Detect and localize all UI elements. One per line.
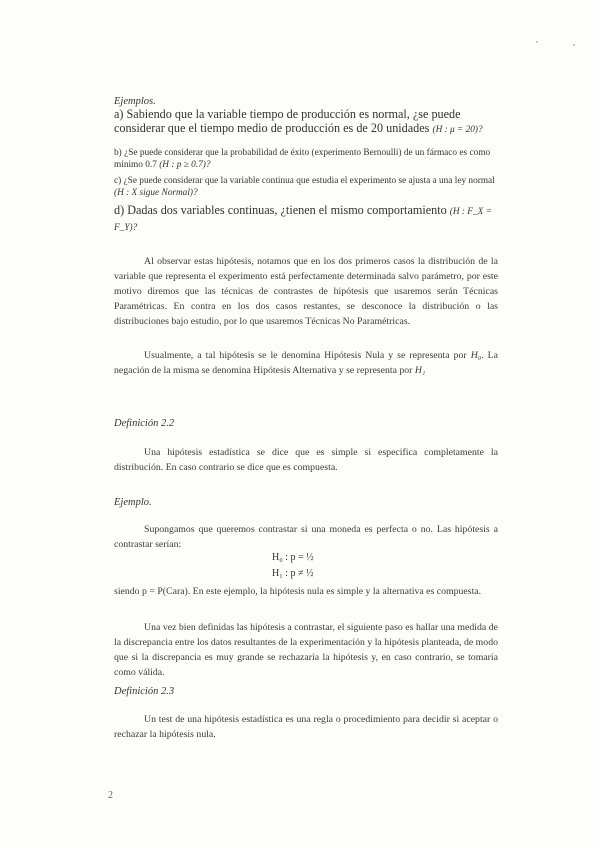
discrepancy-paragraph: Una vez bien definidas las hipótesis a contrastar, el siguiente paso es hallar una medida de la discrepancia entre los datos resultantes de la experimentación y la hipótesis planteada, de modo que si la discrepancia es muy grande se rechazaría la hipótesis y, en caso contrario, se tomaría como válida. xyxy=(114,622,498,678)
example-c-formula: (H : X sigue Normal)? xyxy=(114,187,198,198)
ejemplo-heading: Ejemplo. xyxy=(114,497,152,508)
example-d-formula: (H : F_X = F_Y)? xyxy=(114,207,492,233)
h1-symbol: H₁ xyxy=(414,365,426,376)
siendo-text: siendo p = P(Cara). En este ejemplo, la hipótesis nula es simple y la alternativa es compuesta. xyxy=(114,586,482,597)
definition-2-2-text: Una hipótesis estadística se dice que es simple si especifica completamente la distribución. En caso contrario se dice que es compuesta. xyxy=(114,447,498,473)
coin-example-text: Supongamos que queremos contrastar si una moneda es perfecta o no. Las hipótesis a contrastar serían: xyxy=(114,524,498,550)
paragraph-null-hypothesis xyxy=(114,348,498,378)
alternative-hypothesis-text: . La negación de la misma se denomina Hipótesis Alternativa y se representa por xyxy=(114,350,498,376)
example-d-text: d) Dadas dos variables continuas, ¿tienen el mismo comportamiento xyxy=(114,203,447,217)
page-number: 2 xyxy=(108,790,113,801)
h0-symbol: H₀ xyxy=(470,350,482,361)
example-b-text: b) ¿Se puede considerar que la probabilidad de éxito (experimento Bernoulli) de un fármaco es como mínimo 0.7 xyxy=(114,148,491,170)
paragraph-parametric: Al observar estas hipótesis, notamos que en los dos primeros casos la distribución de la variable que representa el experimento está perfectamente determinada salvo parámetro, por este motivo diremos que las técnicas de contrastes de hipótesis que usaremos serán Técnicas Paramétricas. En contra en los dos casos restantes, se desconoce la distribución o las distribuciones bajo estudio, por lo que usaremos Técnicas No Paramétricas. xyxy=(114,256,498,327)
definicion-2-2-heading: Definición 2.2 xyxy=(114,418,175,429)
example-b xyxy=(114,148,498,171)
definition-2-3-text: Un test de una hipótesis estadística es una regla o procedimiento para decidir si aceptar o rechazar la hipótesis nula. xyxy=(114,714,498,740)
example-b-formula: (H : p ≥ 0.7)? xyxy=(159,159,211,170)
null-hypothesis-text: Usualmente, a tal hipótesis se le denomina Hipótesis Nula y se representa por xyxy=(144,350,467,361)
example-a xyxy=(114,107,498,137)
definicion-2-3-heading: Definición 2.3 xyxy=(114,686,175,697)
example-c xyxy=(114,176,498,199)
formula-h0: H₀ : p = ½ xyxy=(272,552,314,563)
ejemplos-heading: Ejemplos. xyxy=(114,96,156,107)
example-a-text: a) Sabiendo que la variable tiempo de producción es normal, ¿se puede considerar que el tiempo medio de producción es de 20 unidades xyxy=(114,107,461,135)
example-c-text: c) ¿Se puede considerar que la variable continua que estudia el experimento se ajusta a una ley normal xyxy=(114,176,495,186)
example-d xyxy=(114,203,498,234)
scan-speck xyxy=(573,44,575,46)
example-a-formula: (H : μ = 20)? xyxy=(432,125,483,135)
formula-h1: H₁ : p ≠ ½ xyxy=(272,568,314,579)
scan-speck xyxy=(536,41,538,43)
